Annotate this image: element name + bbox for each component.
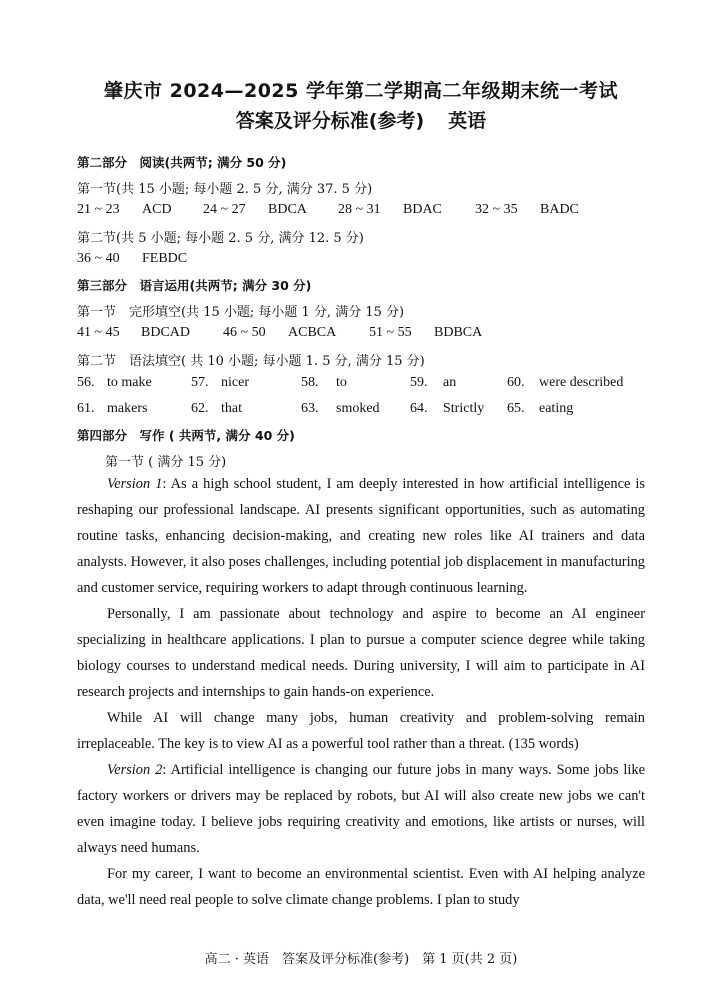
grammar-answer: to [336, 375, 347, 390]
grammar-num: 60. [507, 375, 525, 390]
grammar-num: 56. [77, 375, 95, 390]
subtitle-main: 答案及评分标准(参考) [235, 110, 425, 132]
page-title: 肇庆市 2024—2025 学年第二学期高二年级期末统一考试 [104, 80, 618, 102]
part4-sec1-note: 第一节 ( 满分 15 分) [105, 455, 227, 470]
answer-key: BDCAD [141, 325, 191, 340]
grammar-num: 57. [191, 375, 209, 390]
answer-key: BADC [540, 202, 579, 217]
grammar-num: 61. [77, 401, 95, 416]
essay-body [77, 471, 645, 913]
answer-key: BDBCA [434, 325, 483, 340]
version1-paragraph1 [77, 471, 645, 601]
grammar-num: 63. [301, 401, 319, 416]
grammar-num: 62. [191, 401, 209, 416]
part3-sec1-note: 第一节 完形填空(共 15 小题; 每小题 1 分, 满分 15 分) [77, 305, 405, 320]
grammar-answer: eating [539, 401, 574, 416]
answer-key: ACD [142, 202, 172, 217]
answer-range: 46 ~ 50 [223, 325, 266, 340]
grammar-num: 64. [410, 401, 428, 416]
grammar-answer: were described [539, 375, 624, 390]
version1-label: Version 1 [107, 476, 163, 492]
version2-paragraph1 [77, 757, 645, 861]
answer-range: 21 ~ 23 [77, 202, 120, 217]
subject-label: 英语 [448, 110, 487, 132]
part2-heading: 第二部分 阅读(共两节; 满分 50 分) [77, 155, 287, 170]
part3-sec2-note: 第二节 语法填空( 共 10 小题; 每小题 1. 5 分, 满分 15 分) [77, 354, 425, 369]
page-subtitle [0, 106, 722, 133]
grammar-num: 58. [301, 375, 319, 390]
grammar-answer: makers [107, 401, 148, 416]
grammar-answer: Strictly [443, 401, 485, 416]
version1-paragraph3: While AI will change many jobs, human creativity and problem-solving remain irreplaceable. The key is to view AI as a powerful tool rather than a threat. (135 words) [77, 710, 645, 752]
answer-key: BDAC [403, 202, 442, 217]
answer-range: 32 ~ 35 [475, 202, 518, 217]
grammar-answer: to make [107, 375, 152, 390]
part2-sec1-note: 第一节(共 15 小题; 每小题 2. 5 分, 满分 37. 5 分) [77, 182, 373, 197]
answer-key: FEBDC [142, 251, 188, 266]
grammar-num: 65. [507, 401, 525, 416]
version1-text: : As a high school student, I am deeply interested in how artificial intelligence is reshaping our professional landscape. AI presents significant opportunities, such as automating routine tasks, enhancing decision-making, and creating new roles like AI trainers and data analysts. However, it also poses challenges, including potential job displacement in manufacturing and customer service, requiring workers to adapt through continuous learning. [77, 476, 646, 596]
answer-range: 24 ~ 27 [203, 202, 246, 217]
grammar-num: 59. [410, 375, 428, 390]
grammar-answer: smoked [336, 401, 380, 416]
part3-heading: 第三部分 语言运用(共两节; 满分 30 分) [77, 278, 312, 293]
part2-sec2-note: 第二节(共 5 小题; 每小题 2. 5 分, 满分 12. 5 分) [77, 231, 364, 246]
version2-label: Version 2 [107, 762, 163, 778]
grammar-answer: that [221, 401, 242, 416]
grammar-answer: an [443, 375, 457, 390]
version2-paragraph2: For my career, I want to become an environmental scientist. Even with AI helping analyze data, we'll need real people to solve climate change problems. I plan to study [77, 866, 645, 908]
grammar-answer: nicer [221, 375, 249, 390]
answer-key: BDCA [268, 202, 307, 217]
version1-paragraph2: Personally, I am passionate about technology and aspire to become an AI engineer specializing in healthcare applications. I plan to pursue a computer science degree while taking biology courses to understand medical needs. During university, I will aim to participate in AI research projects and internships to gain hands-on experience. [77, 606, 645, 700]
version2-text: : Artificial intelligence is changing our future jobs in many ways. Some jobs like factory workers or drivers may be replaced by robots, but AI will also create new jobs we can't even imagine today. I believe jobs requiring creativity and emotions, like artists or nurses, will always need humans. [77, 762, 645, 856]
answer-range: 28 ~ 31 [338, 202, 381, 217]
answer-key: ACBCA [288, 325, 337, 340]
answer-range: 36 ~ 40 [77, 251, 120, 266]
answer-range: 41 ~ 45 [77, 325, 120, 340]
page-footer: 高二 · 英语 答案及评分标准(参考) 第 1 页(共 2 页) [204, 952, 518, 967]
part4-heading: 第四部分 写作 ( 共两节, 满分 40 分) [77, 428, 295, 443]
answer-range: 51 ~ 55 [369, 325, 412, 340]
